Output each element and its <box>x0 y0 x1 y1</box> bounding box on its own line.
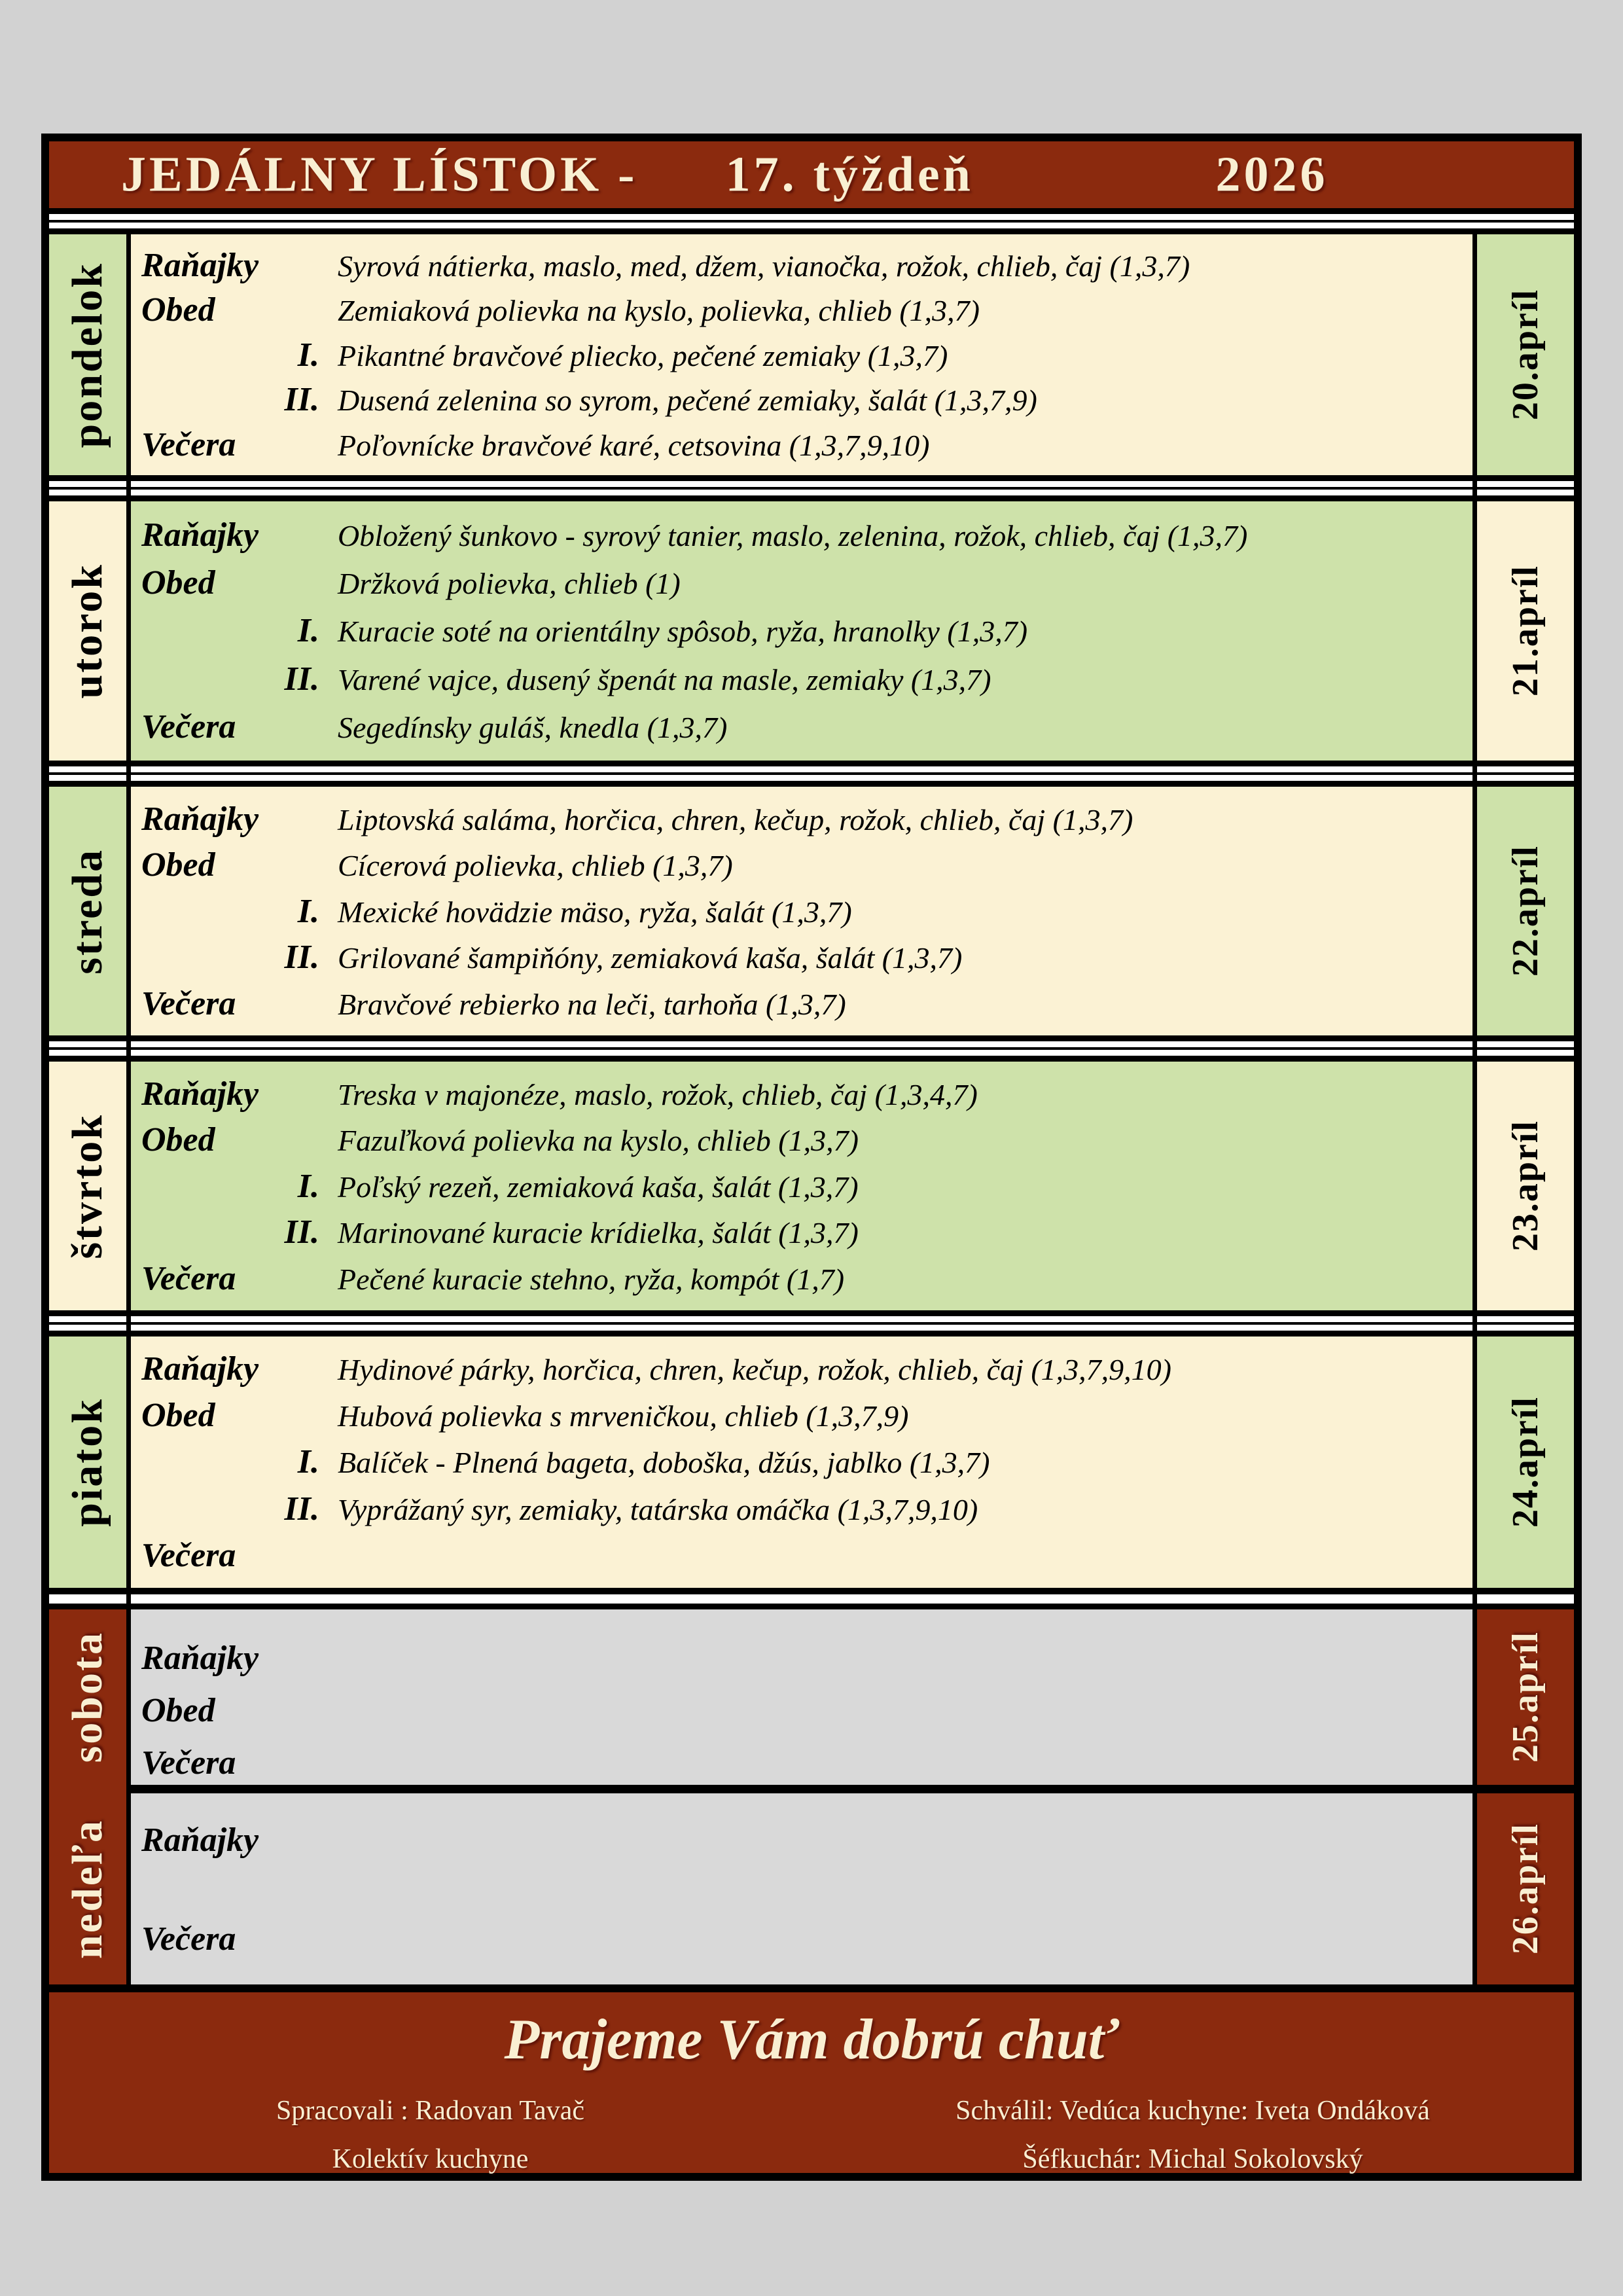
meal-label: II. <box>284 381 319 418</box>
meal-line <box>141 1684 1455 1736</box>
meal-line <box>141 1736 1455 1785</box>
dish-text: Vyprážaný syr, zemiaky, tatárska omáčka (1,3,7,9,10) <box>338 1492 978 1526</box>
meal-line <box>141 1167 1455 1206</box>
dish-text: Poľský rezeň, zemiaková kaša, šalát (1,3,7) <box>338 1170 859 1204</box>
day-name-cell <box>49 787 131 1035</box>
meal-line <box>141 611 1455 650</box>
meal-line <box>141 708 1455 746</box>
day-name-cell <box>49 1793 131 1984</box>
meal-label: Obed <box>141 291 215 329</box>
dish-text: Mexické hovädzie mäso, ryža, šalát (1,3,7) <box>338 895 852 929</box>
footer-message: Prajeme Vám dobrú chuť <box>504 2008 1119 2072</box>
footer <box>49 1984 1574 2173</box>
meal-label: Obed <box>141 564 215 602</box>
day-name: streda <box>63 848 111 975</box>
meal-line <box>141 380 1455 419</box>
dish-text: Zemiaková polievka na kyslo, polievka, chlieb (1,3,7) <box>338 294 980 327</box>
meal-line <box>141 1350 1455 1388</box>
meal-line <box>141 846 1455 884</box>
dish-text: Obložený šunkovo - syrový tanier, maslo, zelenina, rožok, chlieb, čaj (1,3,7) <box>338 519 1248 553</box>
meal-label: Večera <box>141 425 236 463</box>
day-date: 23.apríl <box>1505 1120 1546 1252</box>
meal-line <box>141 246 1455 285</box>
meal-line <box>141 800 1455 838</box>
day-date-cell <box>1477 234 1574 475</box>
meal-label: Raňajky <box>141 1075 259 1113</box>
meal-label: Večera <box>141 1536 236 1574</box>
row-separator <box>49 475 1574 501</box>
day-meals <box>131 1336 1477 1588</box>
day-meals <box>131 234 1477 475</box>
dish-text: Hubová polievka s mrveničkou, chlieb (1,3,7,9) <box>338 1399 909 1433</box>
row-separator <box>49 1035 1574 1062</box>
meal-line <box>141 1821 1455 1859</box>
dish-text: Pečené kuracie stehno, ryža, kompót (1,7) <box>338 1262 845 1296</box>
day-name: sobota <box>63 1631 111 1763</box>
day-date: 20.apríl <box>1505 289 1546 421</box>
meal-line <box>141 1121 1455 1159</box>
dish-text: Varené vajce, dusený špenát na masle, zemiaky (1,3,7) <box>338 662 991 696</box>
meal-label: I. <box>297 336 319 374</box>
meal-line <box>141 291 1455 329</box>
meal-label: Raňajky <box>141 516 259 554</box>
meal-label: Obed <box>141 1691 215 1729</box>
day-meals <box>131 1793 1477 1984</box>
day-date: 22.apríl <box>1505 845 1546 977</box>
meal-line <box>141 1920 1455 1958</box>
row-separator <box>49 761 1574 787</box>
dish-text: Pikantné bravčové pliecko, pečené zemiaky (1,3,7) <box>338 338 948 372</box>
dish-text: Cícerová polievka, chlieb (1,3,7) <box>338 849 733 882</box>
meal-label: Obed <box>141 1121 215 1158</box>
meal-label: Obed <box>141 1397 215 1435</box>
meal-label: Raňajky <box>141 800 259 838</box>
meal-label: II. <box>284 660 319 698</box>
day-date: 21.apríl <box>1505 565 1546 697</box>
day-date: 24.apríl <box>1505 1396 1546 1528</box>
meal-label: I. <box>297 892 319 930</box>
dish-text: Marinované kuracie krídielka, šalát (1,3,7) <box>338 1216 859 1249</box>
meal-line <box>141 425 1455 464</box>
meal-label: Večera <box>141 984 236 1022</box>
menu-year: 2026 <box>1215 147 1329 202</box>
meal-line <box>141 1075 1455 1113</box>
dish-text: Balíček - Plnená bageta, doboška, džús, jablko (1,3,7) <box>338 1446 990 1480</box>
meal-label: II. <box>284 939 319 976</box>
day-date-cell <box>1477 501 1574 761</box>
meal-label: Večera <box>141 708 236 745</box>
meal-label: II. <box>284 1490 319 1528</box>
title-bar <box>49 141 1574 208</box>
dish-text: Držková polievka, chlieb (1) <box>338 567 681 601</box>
meal-line <box>141 1259 1455 1298</box>
meal-line <box>141 1443 1455 1481</box>
meal-line <box>141 938 1455 977</box>
dish-text: Liptovská saláma, horčica, chren, kečup, rožok, chlieb, čaj (1,3,7) <box>338 802 1133 836</box>
meal-label: Večera <box>141 1920 236 1958</box>
meal-line <box>141 892 1455 931</box>
menu-title: JEDÁLNY LÍSTOK - <box>121 147 638 202</box>
day-date-cell <box>1477 1793 1574 1984</box>
meal-line <box>141 564 1455 602</box>
day-meals <box>131 787 1477 1035</box>
meal-line <box>141 1536 1455 1575</box>
day-name: piatok <box>63 1397 111 1527</box>
day-name-cell <box>49 1062 131 1310</box>
dish-text: Syrová nátierka, maslo, med, džem, vianočka, rožok, chlieb, čaj (1,3,7) <box>338 249 1190 283</box>
meal-label: I. <box>297 1167 319 1205</box>
day-row-pondelok <box>49 234 1574 475</box>
meal-line <box>141 1213 1455 1251</box>
dish-text: Fazuľková polievka na kyslo, chlieb (1,3,7) <box>338 1124 859 1157</box>
day-date-cell <box>1477 1609 1574 1785</box>
day-row-utorok <box>49 501 1574 761</box>
day-row-nedela <box>49 1793 1574 1984</box>
meal-line <box>141 516 1455 554</box>
meal-line <box>141 1396 1455 1435</box>
dish-text: Treska v majonéze, maslo, rožok, chlieb, čaj (1,3,4,7) <box>338 1077 978 1111</box>
day-row-stvrtok <box>49 1062 1574 1310</box>
row-separator <box>49 1588 1574 1609</box>
row-separator <box>49 208 1574 234</box>
day-date: 26.apríl <box>1505 1823 1546 1955</box>
meal-label: Večera <box>141 1744 236 1782</box>
day-name: pondelok <box>63 261 111 448</box>
menu-table <box>41 134 1582 2181</box>
meal-line <box>141 984 1455 1023</box>
credits-approved <box>812 2095 1574 2175</box>
meal-label: Obed <box>141 846 215 884</box>
dish-text: Hydinové párky, horčica, chren, kečup, rožok, chlieb, čaj (1,3,7,9,10) <box>338 1353 1171 1387</box>
day-name-cell <box>49 1336 131 1588</box>
meal-label: Večera <box>141 1259 236 1297</box>
credits-prepared <box>49 2095 812 2175</box>
meal-label: Raňajky <box>141 246 259 284</box>
dish-text: Segedínsky guláš, knedla (1,3,7) <box>338 710 728 744</box>
day-row-piatok <box>49 1336 1574 1588</box>
footer-credits <box>49 2095 1574 2175</box>
day-date: 25.apríl <box>1505 1631 1546 1763</box>
meal-line <box>141 1490 1455 1528</box>
day-name-cell <box>49 501 131 761</box>
prepared-by-2: Kolektív kuchyne <box>332 2144 529 2174</box>
approved-by: Schválil: Vedúca kuchyne: Iveta Ondáková <box>955 2096 1430 2126</box>
day-name: utorok <box>63 563 111 699</box>
day-row-sobota <box>49 1609 1574 1785</box>
approved-by-2: Šéfkuchár: Michal Sokolovský <box>1022 2144 1363 2174</box>
meal-label: Raňajky <box>141 1821 259 1859</box>
day-name: nedeľa <box>63 1819 111 1959</box>
dish-text: Grilované šampiňóny, zemiaková kaša, šalát (1,3,7) <box>338 941 963 975</box>
meal-line <box>141 336 1455 374</box>
meal-label: I. <box>297 1443 319 1481</box>
dish-text: Poľovnícke bravčové karé, cetsovina (1,3,7,9,10) <box>338 428 930 462</box>
menu-week: 17. týždeň <box>725 147 974 202</box>
dish-text: Dusená zelenina so syrom, pečené zemiaky, šalát (1,3,7,9) <box>338 384 1037 417</box>
row-separator <box>49 1785 1574 1793</box>
meal-line <box>141 660 1455 698</box>
day-meals <box>131 1062 1477 1310</box>
meal-label: I. <box>297 612 319 650</box>
row-separator <box>49 1310 1574 1336</box>
day-date-cell <box>1477 787 1574 1035</box>
meal-line <box>141 1632 1455 1684</box>
day-name: štvrtok <box>63 1113 111 1259</box>
day-date-cell <box>1477 1336 1574 1588</box>
day-meals <box>131 1609 1477 1785</box>
meal-label: II. <box>284 1213 319 1251</box>
meal-label: Raňajky <box>141 1639 259 1677</box>
day-meals <box>131 501 1477 761</box>
day-row-streda <box>49 787 1574 1035</box>
dish-text: Kuracie soté na orientálny spôsob, ryža, hranolky (1,3,7) <box>338 615 1028 649</box>
prepared-by: Spracovali : Radovan Tavač <box>276 2096 584 2126</box>
meal-label: Raňajky <box>141 1350 259 1388</box>
day-name-cell <box>49 1609 131 1785</box>
day-date-cell <box>1477 1062 1574 1310</box>
day-name-cell <box>49 234 131 475</box>
dish-text: Bravčové rebierko na leči, tarhoňa (1,3,7) <box>338 987 846 1021</box>
